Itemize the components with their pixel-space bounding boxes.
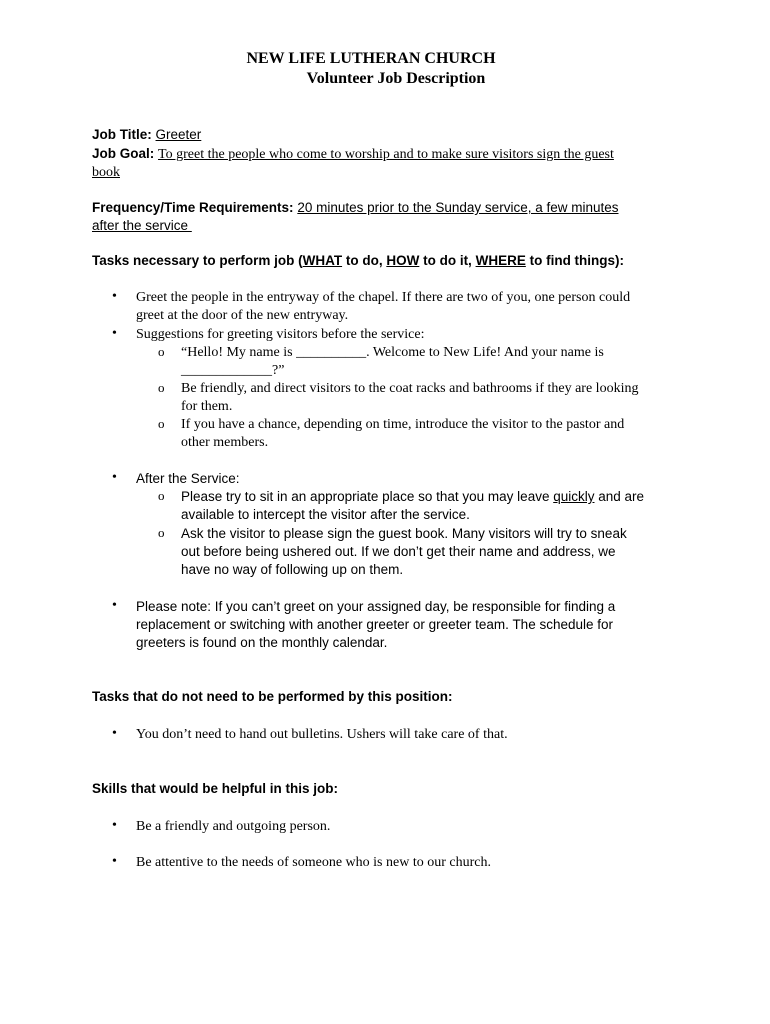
task-item-2: Suggestions for greeting visitors before the service: (136, 327, 425, 342)
not-needed-heading: Tasks that do not need to be performed by this position: (92, 689, 453, 704)
bullet-icon: • (112, 326, 117, 341)
bullet-icon: • (112, 854, 117, 869)
frequency-line-2: after the service (92, 218, 192, 233)
job-title-label: Job Title: (92, 127, 152, 142)
skills-item-1: Be a friendly and outgoing person. (136, 819, 331, 834)
org-title: NEW LIFE LUTHERAN CHURCH (246, 50, 496, 67)
sub-bullet-icon: o (158, 416, 165, 431)
after-service-label: After the Service: (136, 471, 240, 486)
bullet-icon: • (112, 598, 117, 613)
skills-heading: Skills that would be helpful in this job: (92, 781, 338, 796)
task-sub-item-1: “Hello! My name is __________. Welcome to New Life! And your name is (181, 345, 604, 360)
after-service-item-2: Ask the visitor to please sign the guest book. Many visitors will try to sneak (181, 526, 627, 541)
sub-bullet-icon: o (158, 488, 165, 503)
skills-item-2: Be attentive to the needs of someone who is new to our church. (136, 855, 491, 870)
please-note-item: Please note: If you can’t greet on your assigned day, be responsible for finding a (136, 599, 616, 614)
bullet-icon: • (112, 726, 117, 741)
bullet-icon: • (112, 470, 117, 485)
frequency-value: 20 minutes prior to the Sunday service, a few minutes (297, 200, 619, 215)
job-goal-label: Job Goal: (92, 146, 155, 161)
document-page: NEW LIFE LUTHERAN CHURCH Volunteer Job Description Job Title: Greeter Job Goal: To greet the people who come to worship and to make sure visitors sign the guest book Frequency/Time Requirements: 20 minutes prior to the Sunday service, a few minutes after the service Tasks necessary to perform job (WHAT to do, HOW to do it, WHERE to find things): • Greet the people in the entryway of the chapel. If there are two of you, one person could greet at the door of the new entryway. • Suggestions for greeting visitors before the service: o “Hello! My name is __________. Welcome to New Life! And your name is _____________?” o Be friendly, and direct visitors to the coat racks and bathrooms if they are looking for them. o If you have a chance, depending on time, introduce the visitor to the pastor and other members. • After the Service: o Please try to sit in an appropriate place so that you may leave quickly and are available to intercept the visitor after the service. o Ask the visitor to please sign the guest book. Many visitors will try to sneak out before being ushered out. If we don’t get their name and address, we have no way of following up on them. • Please note: If you can’t greet on your assigned day, be responsible for finding a replacement or switching with another greeter or greeter team. The schedule for greeters is found on the monthly calendar. Tasks that do not need to be performed by this position: • You don’t need to hand out bulletins. Ushers will take care of that. Skills that would be helpful in this job: • Be a friendly and outgoing person. • Be attentive to the needs of someone who is new to our church. (0, 0, 770, 1024)
bullet-icon: • (112, 289, 117, 304)
job-title-value: Greeter (155, 127, 202, 142)
frequency-line (92, 199, 619, 217)
not-needed-item-1: You don’t need to hand out bulletins. Ushers will take care of that. (136, 727, 508, 742)
job-goal-value: To greet the people who come to worship and to make sure visitors sign the guest (158, 147, 614, 162)
task-item-1: Greet the people in the entryway of the chapel. If there are two of you, one person could (136, 290, 631, 305)
after-service-item-1: Please try to sit in an appropriate place so that you may leave quickly and are (181, 489, 645, 504)
frequency-label: Frequency/Time Requirements: (92, 200, 294, 215)
task-sub-item-3: If you have a chance, depending on time, introduce the visitor to the pastor and (181, 417, 625, 432)
sub-bullet-icon: o (158, 380, 165, 395)
job-title-line (92, 126, 201, 144)
bullet-icon: • (112, 818, 117, 833)
page-subtitle: Volunteer Job Description (306, 70, 486, 87)
sub-bullet-icon: o (158, 344, 165, 359)
job-goal-line-2: book (92, 165, 120, 180)
tasks-heading: Tasks necessary to perform job (WHAT to do, HOW to do it, WHERE to find things): (92, 253, 625, 268)
task-sub-item-2: Be friendly, and direct visitors to the coat racks and bathrooms if they are looking (181, 381, 639, 396)
sub-bullet-icon: o (158, 525, 165, 540)
job-goal-line (92, 145, 614, 164)
